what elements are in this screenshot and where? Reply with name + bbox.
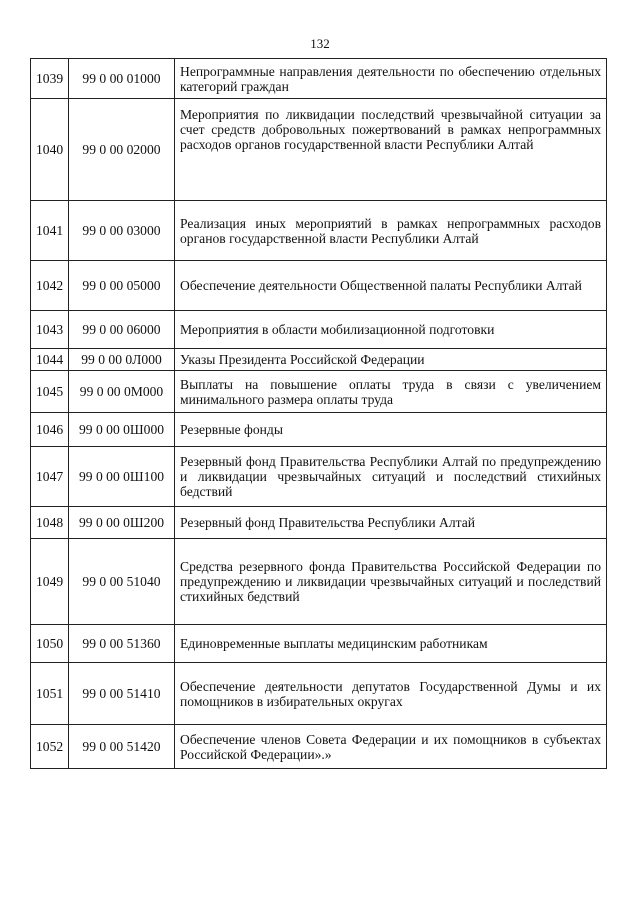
table-row [31, 99, 607, 201]
table-row [31, 725, 607, 769]
target-article-code: 99 0 00 51420 [69, 725, 175, 769]
expense-name: Обеспечение членов Совета Федерации и их помощников в субъектах Российской Федерации».» [175, 725, 607, 769]
table-row [31, 311, 607, 349]
row-number: 1050 [31, 625, 69, 663]
target-article-code: 99 0 00 01000 [69, 59, 175, 99]
row-number: 1044 [31, 349, 69, 371]
target-article-code: 99 0 00 03000 [69, 201, 175, 261]
row-number: 1048 [31, 507, 69, 539]
target-article-code: 99 0 00 0Ш000 [69, 413, 175, 447]
row-number: 1051 [31, 663, 69, 725]
target-article-code: 99 0 00 51360 [69, 625, 175, 663]
expense-name: Указы Президента Российской Федерации [175, 349, 607, 371]
target-article-code: 99 0 00 0М000 [69, 371, 175, 413]
table-row [31, 663, 607, 725]
row-number: 1046 [31, 413, 69, 447]
target-article-code: 99 0 00 0Ш100 [69, 447, 175, 507]
target-article-code: 99 0 00 51040 [69, 539, 175, 625]
table-row [31, 371, 607, 413]
expense-name: Мероприятия по ликвидации последствий чрезвычайной ситуации за счет средств добровольных пожертвований в рамках непрограммных расходов органов государственной власти Республики Алтай [175, 99, 607, 201]
table-row [31, 507, 607, 539]
row-number: 1043 [31, 311, 69, 349]
table-row [31, 201, 607, 261]
target-article-code: 99 0 00 06000 [69, 311, 175, 349]
table-row [31, 539, 607, 625]
table-row [31, 349, 607, 371]
expense-name: Реализация иных мероприятий в рамках непрограммных расходов органов государственной власти Республики Алтай [175, 201, 607, 261]
table-row [31, 413, 607, 447]
expense-name: Обеспечение деятельности Общественной палаты Республики Алтай [175, 261, 607, 311]
row-number: 1049 [31, 539, 69, 625]
expense-name: Мероприятия в области мобилизационной подготовки [175, 311, 607, 349]
row-number: 1045 [31, 371, 69, 413]
table-row [31, 447, 607, 507]
page-number: 132 [310, 36, 330, 51]
expense-name: Резервный фонд Правительства Республики Алтай [175, 507, 607, 539]
table-row [31, 59, 607, 99]
budget-code-table [30, 58, 607, 769]
expense-name: Непрограммные направления деятельности по обеспечению отдельных категорий граждан [175, 59, 607, 99]
expense-name: Резервные фонды [175, 413, 607, 447]
row-number: 1041 [31, 201, 69, 261]
target-article-code: 99 0 00 0Л000 [69, 349, 175, 371]
target-article-code: 99 0 00 05000 [69, 261, 175, 311]
expense-name: Выплаты на повышение оплаты труда в связи с увеличением минимального размера оплаты труда [175, 371, 607, 413]
row-number: 1042 [31, 261, 69, 311]
table-row [31, 625, 607, 663]
target-article-code: 99 0 00 51410 [69, 663, 175, 725]
row-number: 1039 [31, 59, 69, 99]
table-row [31, 261, 607, 311]
row-number: 1040 [31, 99, 69, 201]
target-article-code: 99 0 00 0Ш200 [69, 507, 175, 539]
expense-name: Обеспечение деятельности депутатов Государственной Думы и их помощников в избирательных округах [175, 663, 607, 725]
expense-name: Средства резервного фонда Правительства Российской Федерации по предупреждению и ликвидации чрезвычайных ситуаций и последствий стихийных бедствий [175, 539, 607, 625]
row-number: 1047 [31, 447, 69, 507]
target-article-code: 99 0 00 02000 [69, 99, 175, 201]
expense-name: Единовременные выплаты медицинским работникам [175, 625, 607, 663]
expense-name: Резервный фонд Правительства Республики Алтай по предупреждению и ликвидации чрезвычайных ситуаций и последствий стихийных бедствий [175, 447, 607, 507]
row-number: 1052 [31, 725, 69, 769]
